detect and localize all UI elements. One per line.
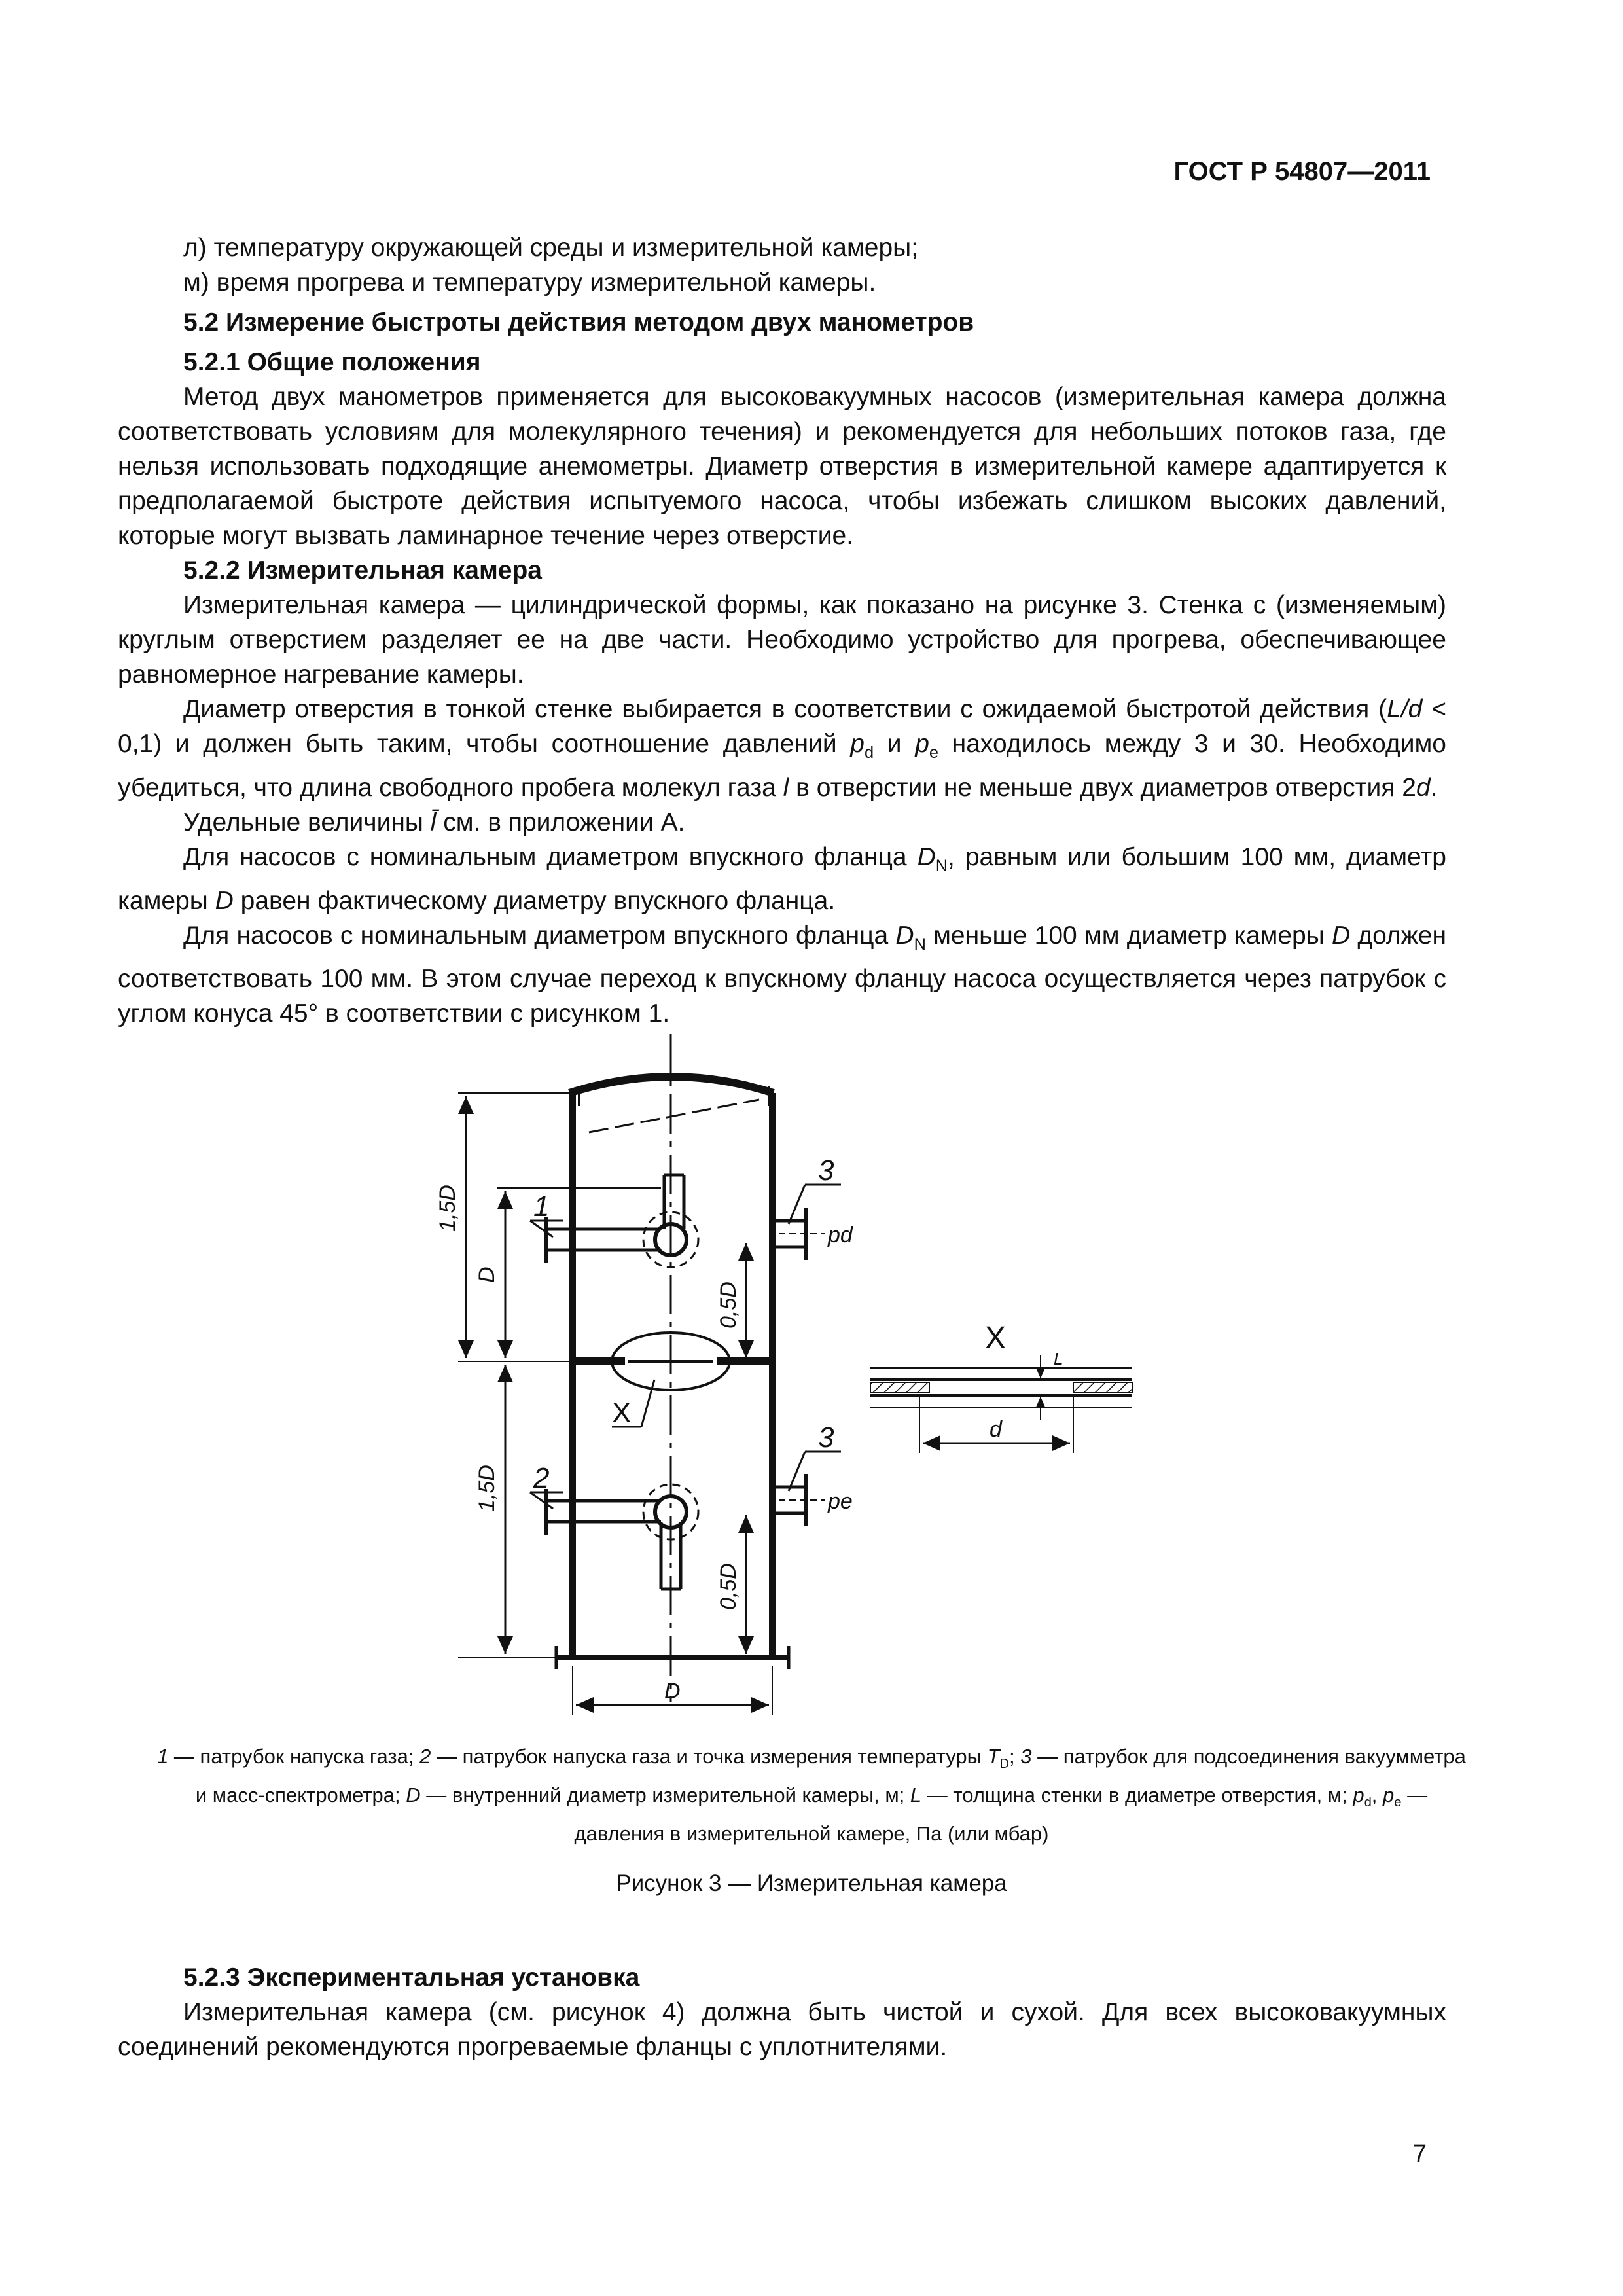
paragraph-5-2-3: Измерительная камера (см. рисунок 4) должна быть чистой и сухой. Для всех высоковакуумных соединений рекомендуются прогреваемые фланцы с уплотнителями. — [118, 1998, 1446, 2061]
paragraph-diameter: Диаметр отверстия в тонкой стенке выбирается в соответствии с ожидаемой быстротой действия (L/d < 0,1) и должен быть таким, чтобы соотношение давлений $p_d$ и $p_e$ находилось между 3 и 30. Необходимо убедиться, что длина свободного пробега молекул газа l в отверстии не меньше двух диаметров отверстия 2d. — [118, 695, 1446, 802]
label-dim-1-5D-lower: 1,5D — [474, 1465, 499, 1512]
label-L-detail: L — [1054, 1349, 1063, 1369]
label-dim-D-bottom: D — [664, 1679, 681, 1704]
label-dim-D-upper: D — [474, 1266, 499, 1283]
label-x-detail: X — [985, 1321, 1007, 1355]
paragraph-chamber: Измерительная камера — цилиндрической формы, как показано на рисунке 3. Стенка с (изменяемым) круглым отверстием разделяет ее на две части. Необходимо устройство для прогрева, обеспечивающее равномерное нагревание камеры. — [118, 591, 1446, 689]
label-part-3-upper: 3 — [818, 1155, 834, 1187]
measurement-chamber-diagram — [0, 1021, 1623, 1741]
label-pd: pd — [828, 1223, 853, 1247]
label-pe: pe — [828, 1489, 853, 1514]
document-header: ГОСТ Р 54807—2011 — [1173, 157, 1431, 186]
paragraph-pumps-1: Для насосов с номинальным диаметром впускного фланца $D_N$, равным или большим 100 мм, диаметр камеры D равен фактическому диаметру впускного фланца. — [118, 842, 1446, 915]
paragraph-pumps-2: Для насосов с номинальным диаметром впускного фланца $D_N$ меньше 100 мм диаметр камеры D должен соответствовать 100 мм. В этом случае переход к впускному фланцу насоса осуществляется через патрубок с углом конуса 45° в соответствии с рисунком 1. — [118, 921, 1447, 1028]
detail-plate-right — [1073, 1382, 1132, 1393]
label-part-2: 2 — [533, 1462, 550, 1494]
label-x-main: X — [612, 1397, 632, 1429]
label-d-detail: d — [990, 1417, 1002, 1442]
label-dim-0-5D-lower: 0,5D — [716, 1563, 741, 1610]
detail-plate-left — [870, 1382, 929, 1393]
paragraph-5-2-1: Метод двух манометров применяется для высоковакуумных насосов (измерительная камера должна соответствовать условиям для молекулярного течения) и рекомендуется для небольших потоков газа, где нельзя использовать подходящие анемометры. Диаметр отверстия в измерительной камере адаптируется к предполагаемой быстроте действия испытуемого насоса, чтобы избежать слишком высоких давлений, которые могут вызвать ламинарное течение через отверстие. — [118, 383, 1446, 550]
figure-title: Рисунок 3 — Измерительная камера — [616, 1871, 1007, 1896]
label-dim-0-5D-upper: 0,5D — [716, 1282, 741, 1329]
section-heading-5-2-2: 5.2.2 Измерительная камера — [183, 556, 542, 584]
text-block-bottom — [118, 1960, 1446, 2064]
page-number: 7 — [1412, 2140, 1427, 2168]
section-heading-5-2: 5.2 Измерение быстроты действия методом двух манометров — [183, 308, 974, 336]
label-part-1: 1 — [533, 1191, 550, 1223]
figure-caption: 1 — патрубок напуска газа; 2 — патрубок напуска газа и точка измерения температуры $T_D$; 3 — патрубок для подсоединения вакуумметра и масс-спектрометра; D — внутренний диаметр измерительной камеры, м; L — толщина стенки в диаметре отверстия, м; $p_d$, $p_e$ — давления в измерительной камере, Па (или мбар) — [157, 1745, 1466, 1846]
list-item-l: л) температуру окружающей среды и измерительной камеры; — [183, 234, 919, 262]
text-block-top — [118, 230, 1446, 1031]
paragraph-specific: Удельные величины l̄ см. в приложении А. — [183, 808, 685, 836]
label-part-3-lower: 3 — [818, 1422, 834, 1454]
section-heading-5-2-3: 5.2.3 Экспериментальная установка — [183, 1964, 640, 1992]
label-dim-1-5D-upper: 1,5D — [435, 1185, 460, 1232]
list-item-m: м) время прогрева и температуру измерительной камеры. — [183, 268, 876, 296]
section-heading-5-2-1: 5.2.1 Общие положения — [183, 348, 481, 376]
